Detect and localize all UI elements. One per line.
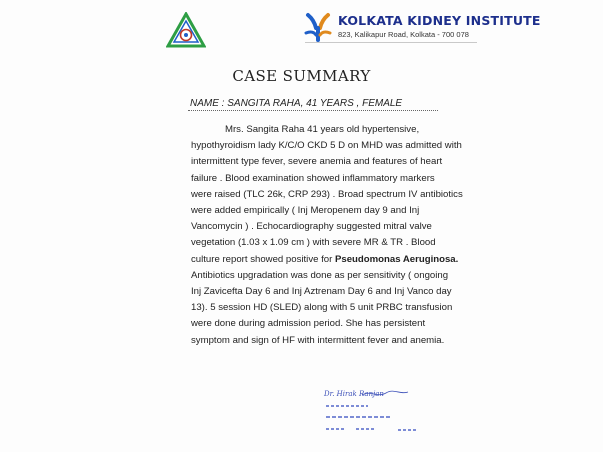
summary-line: symptom and sign of HF with intermittent fever and anemia. — [191, 334, 445, 346]
summary-line: Antibiotics upgradation was done as per sensitivity ( ongoing — [191, 269, 449, 281]
institute-address: 823, Kalikapur Road, Kolkata - 700 078 — [338, 30, 469, 39]
patient-divider — [188, 110, 438, 111]
summary-line: were added empirically ( Inj Meropenem day 9 and Inj — [191, 205, 420, 217]
hospital-emblem-icon — [166, 12, 206, 48]
institute-name: KOLKATA KIDNEY INSTITUTE — [338, 13, 541, 28]
summary-line: Vancomycin ) . Echocardiography suggested mitral valve — [191, 221, 432, 233]
summary-line: failure . Blood examination showed inflammatory markers — [191, 172, 435, 184]
kidney-institute-logo-icon — [302, 11, 334, 43]
bold-organism-name: Pseudomonas Aeruginosa. — [334, 253, 459, 265]
doctor-signature-stamp — [322, 386, 432, 442]
summary-line: Mrs. Sangita Raha 41 years old hypertensive, — [225, 124, 420, 135]
summary-line-with-bold — [191, 252, 466, 268]
case-summary-text — [191, 122, 466, 349]
document-title: CASE SUMMARY — [232, 67, 371, 85]
summary-line: 13). 5 session HD (SLED) along with 5 unit PRBC transfusion — [191, 302, 453, 314]
summary-line: culture report showed positive for — [191, 253, 335, 265]
summary-line: were done during admission period. She has persistent — [191, 318, 426, 330]
summary-line: hypothyroidism lady K/C/O CKD 5 D on MHD was admitted with — [191, 140, 462, 152]
summary-line: intermittent type fever, severe anemia and features of heart — [191, 156, 443, 168]
summary-line: vegetation (1.03 x 1.09 cm ) with severe MR & TR . Blood — [191, 237, 436, 249]
signature-handwriting: Dr. Hirak Ranjan — [324, 390, 384, 398]
summary-line: Inj Zavicefta Day 6 and Inj Aztrenam Day 6 and Inj Vanco day — [191, 286, 452, 298]
summary-line: were raised (TLC 26k, CRP 293) . Broad spectrum IV antibiotics — [191, 188, 463, 200]
patient-line: NAME : SANGITA RAHA, 41 YEARS , FEMALE — [190, 98, 403, 109]
header-divider — [305, 42, 477, 43]
